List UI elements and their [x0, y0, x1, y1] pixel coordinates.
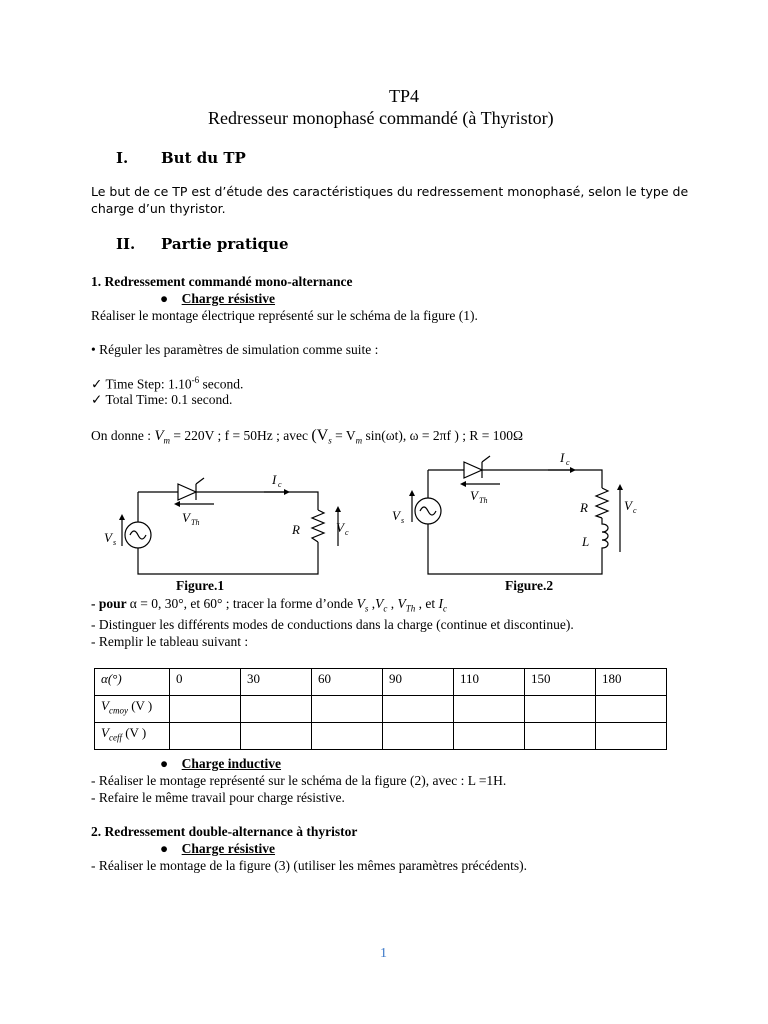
part-1-heading: 1. Redressement commandé mono-alternance	[91, 274, 353, 289]
thyristor-gate	[482, 456, 490, 462]
thyristor-cathode	[482, 462, 500, 478]
section-2-number: II.	[116, 235, 136, 253]
label-ic: I	[272, 472, 277, 487]
formula-sin: sin(ωt), ω = 2πf ) ; R = 100Ω	[362, 428, 523, 443]
formula-values: = 220V ; f = 50Hz ; avec	[173, 428, 312, 443]
section-1-number: I.	[116, 149, 129, 167]
table-cell[interactable]	[454, 696, 525, 723]
total-time-line: ✓ Total Time: 0.1 second.	[91, 392, 233, 407]
formula-line: On donne : $V_m = 220V$ ; f = 50Hz ; avec ($V_s = V_m$ sin(ωt), ω = 2πf ) ; R = 100Ω	[91, 427, 523, 446]
svg-text:Th: Th	[479, 496, 488, 505]
part-2-heading: 2. Redressement double-alternance à thyristor	[91, 824, 358, 839]
table-cell[interactable]	[241, 696, 312, 723]
thyristor-symbol	[178, 484, 196, 500]
label-l: L	[582, 534, 590, 549]
table-cell: 60	[312, 669, 383, 696]
bullet-charge-resistive-2	[160, 841, 275, 857]
table-row-label: $V_{ceff}$ (V )	[95, 723, 170, 750]
instruction-line: • Réguler les paramètres de simulation comme suite :	[91, 342, 379, 357]
table-cell[interactable]	[312, 696, 383, 723]
fill-line: - Remplir le tableau suivant :	[91, 634, 249, 649]
thyristor-symbol	[464, 462, 482, 478]
wire	[428, 470, 602, 574]
table-cell[interactable]	[454, 723, 525, 750]
table-cell: 180	[596, 669, 667, 696]
table-cell: 150	[525, 669, 596, 696]
table-cell[interactable]	[596, 723, 667, 750]
resistor-symbol	[596, 488, 608, 518]
table-cell[interactable]	[525, 723, 596, 750]
table-row	[95, 696, 667, 723]
label-ic: I	[560, 450, 565, 465]
table-cell[interactable]	[383, 723, 454, 750]
svg-text:c: c	[566, 458, 570, 467]
table-cell: 90	[383, 669, 454, 696]
page-title: Redresseur monophasé commandé (à Thyristor)	[208, 108, 554, 128]
wire	[138, 492, 318, 574]
table-row	[95, 669, 667, 696]
bullet-dot: ●	[160, 291, 169, 306]
results-table	[94, 668, 667, 750]
time-step-line	[91, 375, 243, 393]
pour-prefix: - pour	[91, 596, 130, 611]
bullet-dot: ●	[160, 756, 169, 771]
thyristor-cathode	[196, 484, 214, 500]
section-1-text-line1: Le but de ce TP est d’étude des caractéristiques du redressement monophasé, selon le type de	[91, 184, 689, 199]
figure-1-caption: Figure.1	[176, 578, 225, 593]
table-row-label: $V_{cmoy}$ (V )	[95, 696, 170, 723]
bullet-label: Charge résistive	[181, 841, 276, 856]
sine-wave-icon	[420, 507, 436, 515]
bullet-label: Charge inductive	[181, 756, 282, 771]
table-cell: 30	[241, 669, 312, 696]
formula-intro: On donne :	[91, 428, 155, 443]
table-header-cell: α(°)	[95, 669, 170, 696]
section-1-text-line2: charge d’un thyristor.	[91, 201, 226, 216]
formula-eq: = V	[331, 428, 356, 443]
svg-text:s: s	[401, 516, 405, 525]
pour-line: - pour α = 0, 30°, et 60° ; tracer la forme d’onde $V_s$ $,V_c$ , $V_{Th}$ , et $I_c$	[91, 596, 447, 614]
table-cell: 110	[454, 669, 525, 696]
label-vc: V	[336, 520, 344, 535]
instruction-line: Réaliser le montage électrique représenté sur le schéma de la figure (1).	[91, 308, 478, 323]
time-step-suffix: second.	[199, 376, 244, 392]
label-vth: V	[470, 488, 478, 503]
table-cell[interactable]	[312, 723, 383, 750]
svg-text:c: c	[278, 480, 282, 489]
label-r: R	[580, 500, 588, 515]
label-vs: V	[104, 530, 112, 545]
inductive-line2: - Refaire le même travail pour charge résistive.	[91, 790, 345, 805]
label-vc: V	[624, 498, 632, 513]
bullet-charge-resistive-1	[160, 291, 275, 307]
table-cell[interactable]	[596, 696, 667, 723]
distinguish-line: - Distinguer les différents modes de conductions dans la charge (continue et discontinue).	[91, 617, 574, 632]
page-number: 1	[380, 946, 387, 961]
svg-text:c: c	[633, 506, 637, 515]
formula-vs: (V	[311, 427, 329, 444]
label-vs: V	[392, 508, 400, 523]
bullet-dot: ●	[160, 841, 169, 856]
table-cell[interactable]	[525, 696, 596, 723]
svg-text:Th: Th	[191, 518, 200, 527]
figure-2-circuit	[384, 448, 654, 582]
part-2-line1: - Réaliser le montage de la figure (3) (utiliser les mêmes paramètres précédents).	[91, 858, 527, 873]
bullet-label: Charge résistive	[181, 291, 276, 306]
label-vth: V	[182, 510, 190, 525]
section-2-title: Partie pratique	[161, 235, 289, 253]
pour-tail: , et	[415, 596, 439, 611]
bullet-charge-inductive	[160, 756, 281, 772]
wire	[500, 470, 602, 488]
pour-alpha: α = 0, 30°, et 60° ; tracer la forme d’onde	[129, 596, 357, 611]
label-r: R	[292, 522, 300, 537]
inductor-symbol	[602, 518, 608, 556]
table-cell: 0	[170, 669, 241, 696]
doc-label: TP4	[389, 86, 420, 106]
svg-text:c: c	[345, 528, 349, 537]
svg-text:s: s	[113, 538, 117, 547]
table-cell[interactable]	[241, 723, 312, 750]
figure-2-caption: Figure.2	[505, 578, 554, 593]
resistor-symbol	[312, 510, 324, 542]
table-cell[interactable]	[170, 696, 241, 723]
figure-1-circuit	[96, 470, 366, 582]
time-step-exponent: -6	[191, 375, 200, 385]
sine-wave-icon	[130, 531, 146, 539]
thyristor-gate	[196, 478, 204, 484]
wire	[214, 492, 318, 510]
time-step-prefix: ✓ Time Step: 1.10	[91, 376, 192, 392]
section-1-title: But du TP	[161, 149, 246, 167]
table-cell[interactable]	[383, 696, 454, 723]
table-cell[interactable]	[170, 723, 241, 750]
table-row	[95, 723, 667, 750]
inductive-line1: - Réaliser le montage représenté sur le schéma de la figure (2), avec : L =1H.	[91, 773, 507, 788]
